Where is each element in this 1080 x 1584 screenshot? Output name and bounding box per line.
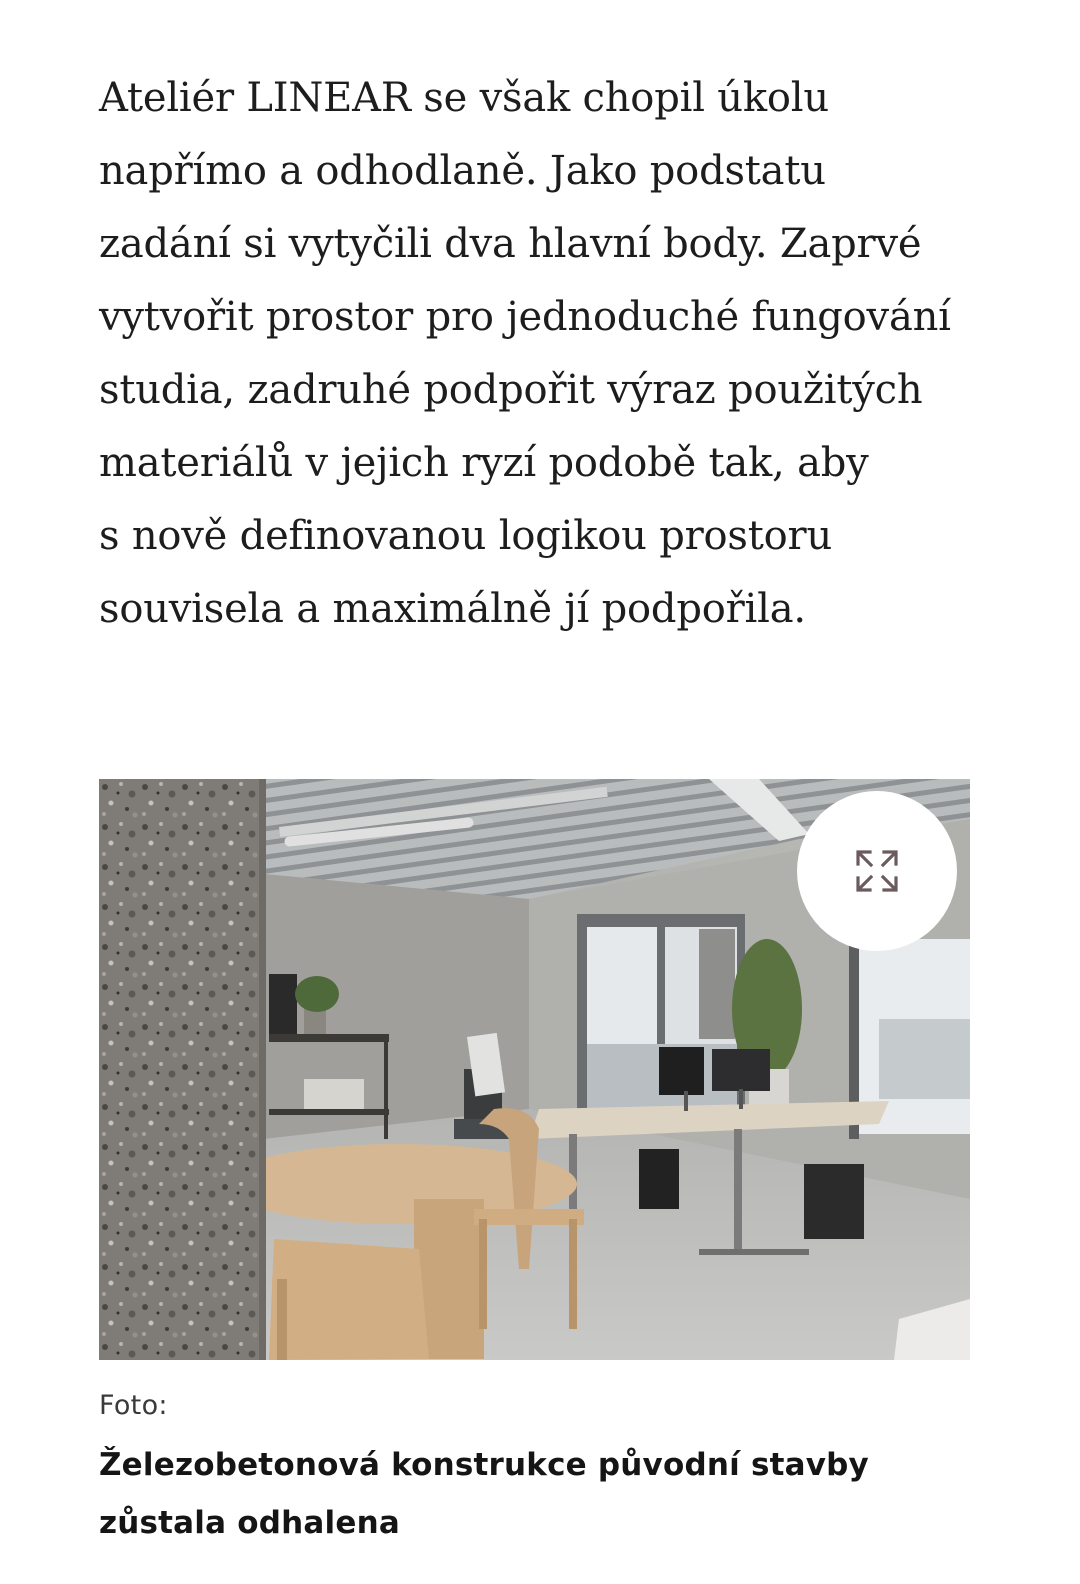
photo-caption: [99, 1386, 979, 1552]
paragraph-line: zadání si vytyčili dva hlavní body. Zaprvé: [99, 221, 922, 267]
paragraph-line: s nově definovanou logikou prostoru: [99, 513, 833, 559]
paragraph-line: materiálů v jejich ryzí podobě tak, aby: [99, 440, 869, 486]
article-paragraph: [99, 62, 979, 646]
caption-credit-label: Foto:: [99, 1390, 168, 1421]
paragraph-line: Ateliér LINEAR se však chopil úkolu: [99, 75, 829, 121]
paragraph-line: studia, zadruhé podpořit výraz použitých: [99, 367, 923, 413]
article-body: [99, 62, 979, 646]
expand-arrows-icon: [855, 849, 899, 893]
caption-description: Železobetonová konstrukce původní stavby zůstala odhalena: [99, 1447, 869, 1541]
paragraph-line: souvisela a maximálně jí podpořila.: [99, 586, 806, 632]
expand-photo-button[interactable]: [797, 791, 957, 951]
paragraph-line: vytvořit prostor pro jednoduché fungování: [99, 294, 951, 340]
paragraph-line: napřímo a odhodlaně. Jako podstatu: [99, 148, 826, 194]
